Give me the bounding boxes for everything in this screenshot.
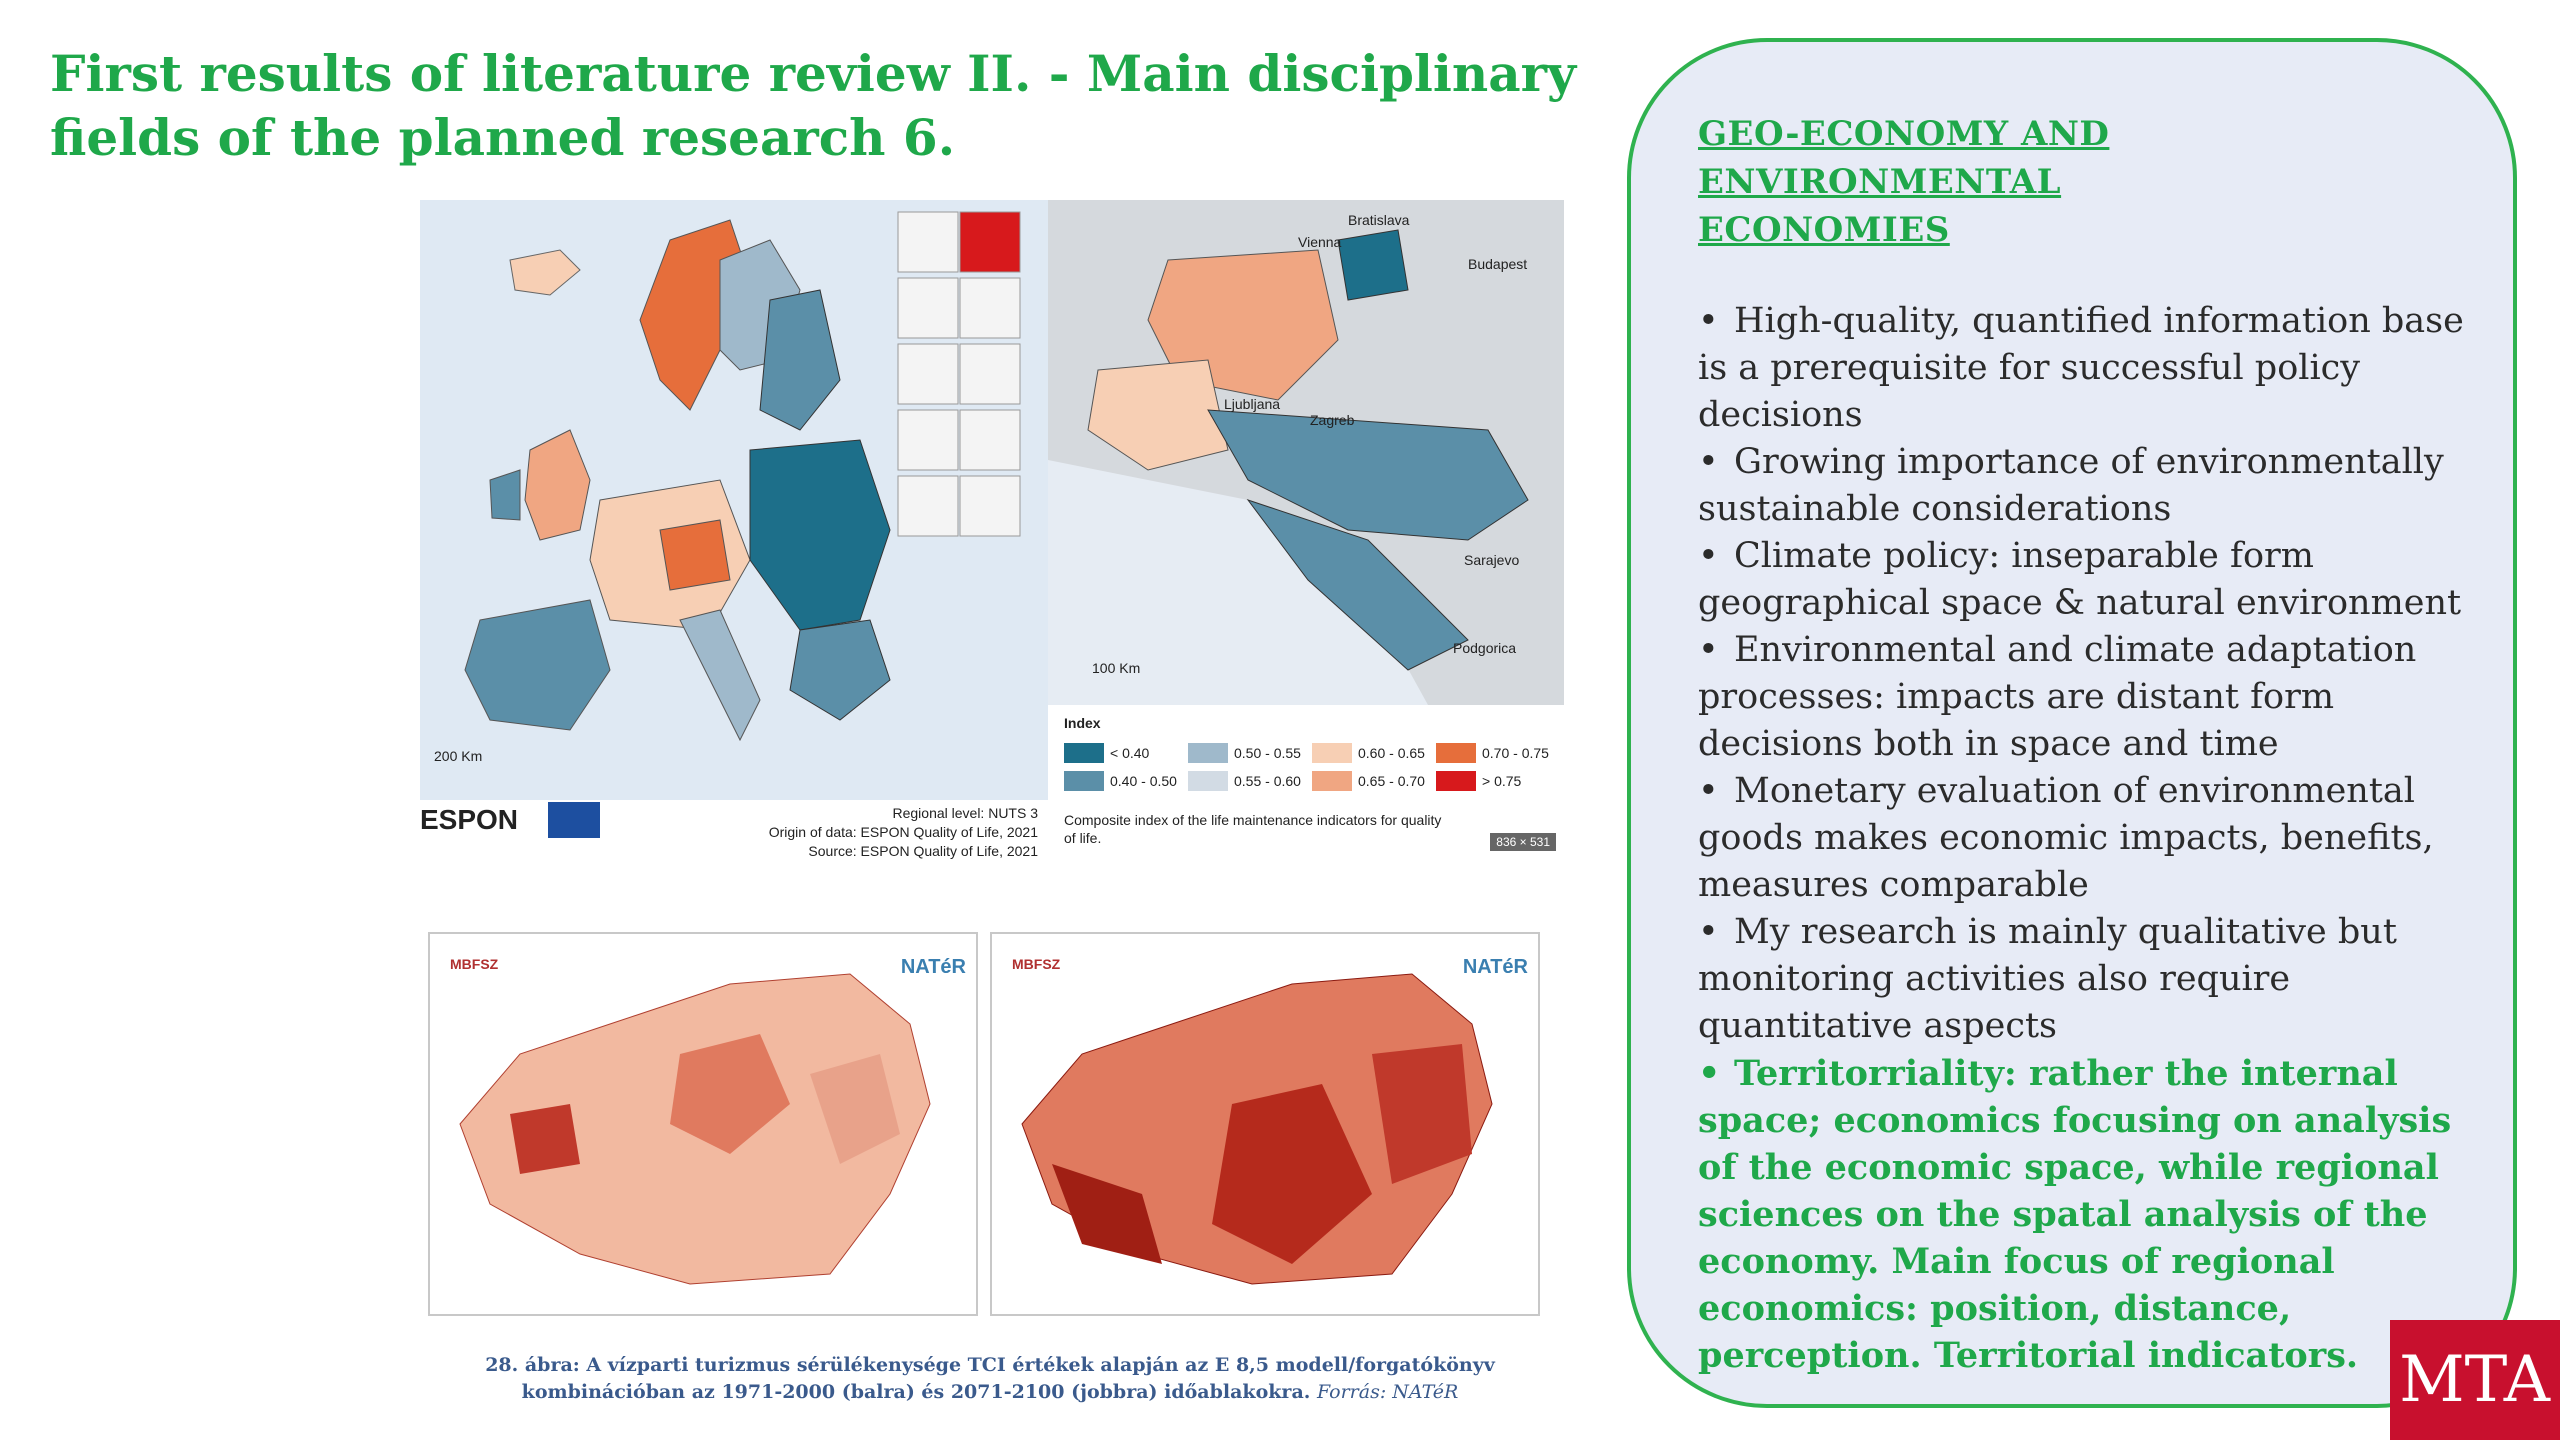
europe-map-source: Regional level: NUTS 3 Origin of data: ESPON Quality of Life, 2021 Source: ESPON Quality of Life, 2021 — [768, 805, 1038, 859]
legend-swatch — [1436, 743, 1476, 763]
hungary-map-1971-2000 — [428, 932, 978, 1316]
legend-item — [1064, 743, 1149, 763]
espon-logo: ESPON — [420, 804, 519, 835]
europe-map-scale: 200 Km — [434, 748, 483, 764]
europe-map-footer — [420, 800, 1050, 870]
legend-label: 0.50 - 0.55 — [1234, 745, 1301, 761]
legend-swatch — [1188, 771, 1228, 791]
panel-heading-line1: GEO-ECONOMY AND ENVIRONMENTAL — [1698, 114, 2110, 202]
bullet-item: • My research is mainly qualitative but monitoring activities also require quantitative aspects — [1698, 912, 2397, 1046]
city-label-sarajevo: Sarajevo — [1464, 552, 1520, 568]
bullet-item: • Environmental and climate adaptation processes: impacts are distant form decisions both in space and time — [1698, 630, 2417, 764]
legend-label: 0.60 - 0.65 — [1358, 745, 1425, 761]
hungary-map-2071-2100 — [990, 932, 1540, 1316]
mbfsz-logo-right: MBFSZ — [1012, 956, 1061, 972]
caption-text: 28. ábra: A vízparti turizmus sérülékenysége TCI értékek alapján az E 8,5 modell/forgatókönyv kombinációban az 1971-2000 (balra) és 2071-2100 (jobbra) időablakokra. — [485, 1354, 1495, 1403]
panel-heading — [1698, 110, 2473, 254]
city-label-bratislava: Bratislava — [1348, 212, 1410, 228]
bullet-item: • Monetary evaluation of environmental goods makes economic impacts, benefits, measures comparable — [1698, 771, 2434, 905]
legend-label: 0.40 - 0.50 — [1110, 773, 1177, 789]
image-dimensions-badge: 836 × 531 — [1490, 833, 1556, 851]
slide-title-line1: First results of literature review II. - Main disciplinary — [50, 44, 1577, 103]
hungary-map-left-graphic — [430, 934, 976, 1314]
legend-title: Index — [1064, 715, 1101, 731]
mbfsz-logo: MBFSZ — [450, 956, 499, 972]
legend-item — [1188, 771, 1301, 791]
legend-item — [1436, 743, 1549, 763]
bullet-item: • Climate policy: inseparable form geographical space & natural environment — [1698, 536, 2462, 623]
croatia-map-graphic — [1048, 200, 1564, 705]
legend-swatch — [1064, 743, 1104, 763]
legend-item — [1064, 771, 1177, 791]
nater-logo-right: NATéR — [1462, 956, 1528, 978]
bullet-item: • Growing importance of environmentally sustainable considerations — [1698, 442, 2444, 529]
index-legend — [1048, 705, 1564, 865]
hungary-map-right-graphic — [992, 934, 1538, 1314]
panel-heading-line2: ECONOMIES — [1698, 210, 1950, 250]
slide-title — [50, 42, 1610, 170]
geo-economy-panel — [1627, 38, 2517, 1408]
legend-label: > 0.75 — [1482, 773, 1522, 789]
city-label-ljubljana: Ljubljana — [1224, 396, 1281, 412]
caption-source: Forrás: NATéR — [1317, 1381, 1459, 1403]
legend-swatch — [1436, 771, 1476, 791]
bullet-item: • High-quality, quantified information base is a prerequisite for successful policy decisions — [1698, 301, 2464, 435]
mta-logo: MTA — [2390, 1320, 2560, 1440]
city-label-budapest: Budapest — [1468, 256, 1528, 272]
legend-item — [1188, 743, 1301, 763]
legend-swatch — [1312, 743, 1352, 763]
city-label-vienna: Vienna — [1298, 234, 1342, 250]
slide-title-line2: fields of the planned research 6. — [50, 108, 956, 167]
nater-logo: NATéR — [900, 956, 966, 978]
panel-bullet-list — [1698, 298, 2473, 1379]
legend-description: Composite index of the life maintenance indicators for quality of life. — [1064, 812, 1442, 846]
highlight-bullet-item: • Territorriality: rather the internal space; economics focusing on analysis of the economic space, while regional sciences on the spatal analysis of the economy. Main focus of regional economics: position, distance, perception. Territorial indicators. — [1698, 1053, 2452, 1376]
eu-flag-icon — [548, 802, 600, 838]
legend-swatch — [1312, 771, 1352, 791]
city-label-zagreb: Zagreb — [1310, 412, 1355, 428]
legend-label: 0.55 - 0.60 — [1234, 773, 1301, 789]
city-label-podgorica: Podgorica — [1453, 640, 1517, 656]
legend-label: < 0.40 — [1110, 745, 1150, 761]
croatia-map-scale: 100 Km — [1092, 660, 1141, 676]
figure-caption — [420, 1352, 1560, 1406]
legend-swatch — [1188, 743, 1228, 763]
legend-label: 0.65 - 0.70 — [1358, 773, 1425, 789]
legend-label: 0.70 - 0.75 — [1482, 745, 1549, 761]
legend-swatch — [1064, 771, 1104, 791]
europe-map-graphic — [420, 200, 1050, 800]
europe-quality-of-life-map — [420, 200, 1050, 800]
legend-item — [1312, 743, 1425, 763]
legend-item — [1312, 771, 1425, 791]
legend-item — [1436, 771, 1521, 791]
croatia-region-map — [1048, 200, 1564, 705]
